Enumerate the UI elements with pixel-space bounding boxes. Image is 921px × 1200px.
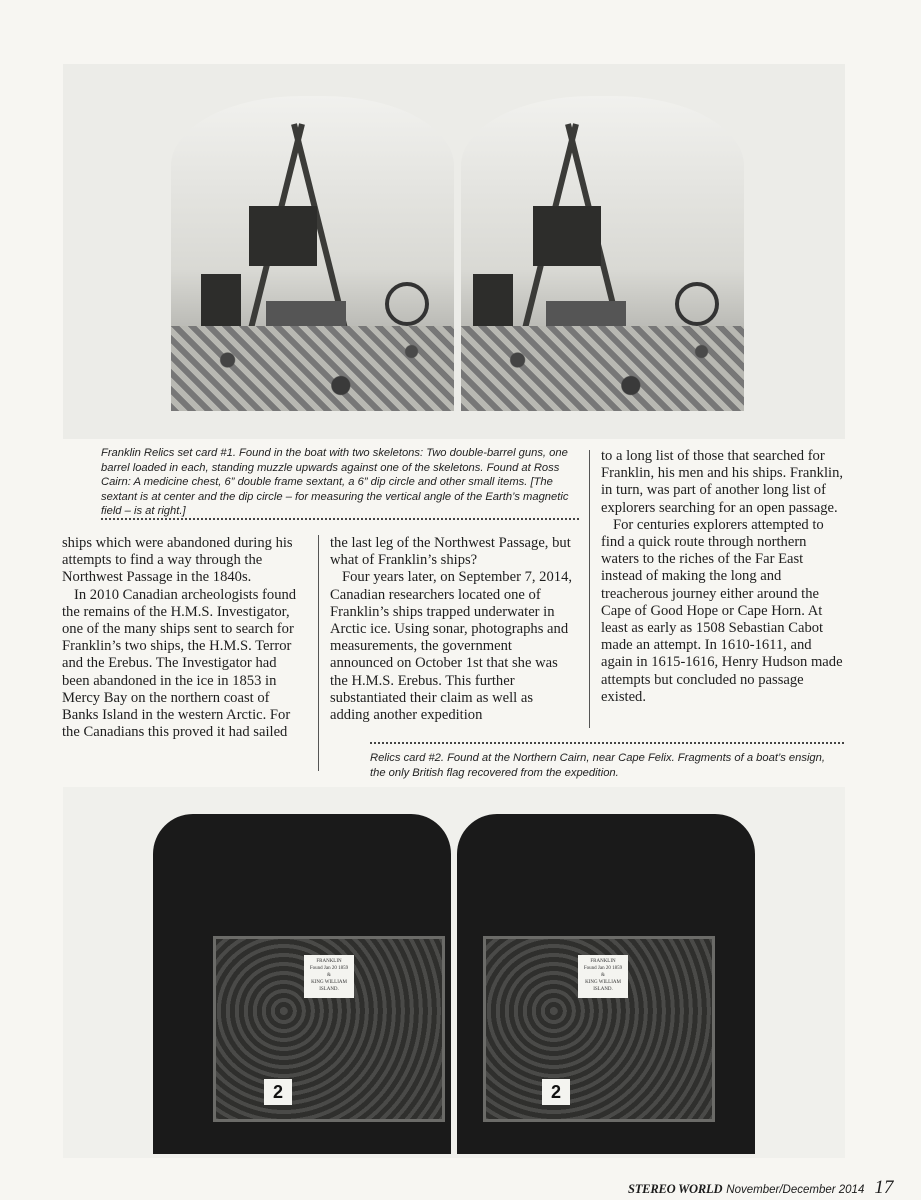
card-number-label: 2 bbox=[542, 1079, 570, 1105]
ensign-fragments-box bbox=[483, 936, 715, 1122]
stereo-left-image bbox=[171, 96, 454, 411]
article-column-3 bbox=[601, 448, 844, 706]
page-footer bbox=[628, 1177, 894, 1199]
card-number-label: 2 bbox=[264, 1079, 292, 1105]
column-rule bbox=[318, 535, 319, 771]
figure-2-caption: Relics card #2. Found at the Northern Cairn, near Cape Felix. Fragments of a boat’s ensign, the only British flag recovered from the expedition. bbox=[370, 752, 825, 779]
paragraph: Four years later, on September 7, 2014, Canadian researchers located one of Franklin’s ships trapped underwater in Arctic ice. Using sonar, photographs and measurements, the government announced on October 1st that she was the H.M.S. Erebus. This further substantiated their claim as well as adding another expedition bbox=[330, 569, 573, 724]
specimen-label: FRANKLIN Found Jan 20 1859 & KING WILLIAM ISLAND. bbox=[304, 955, 354, 998]
stereo-right-image bbox=[461, 96, 744, 411]
stereoview-photo-card-2 bbox=[63, 787, 845, 1158]
stereoview-photo-card-1 bbox=[63, 64, 845, 439]
stereo-left-image bbox=[153, 814, 451, 1154]
column-rule bbox=[589, 450, 590, 728]
article-column-1 bbox=[62, 535, 302, 741]
caption-divider bbox=[370, 742, 844, 744]
stereo-right-image bbox=[457, 814, 755, 1154]
specimen-label: FRANKLIN Found Jan 20 1859 & KING WILLIAM ISLAND. bbox=[578, 955, 628, 998]
ensign-fragments-box bbox=[213, 936, 445, 1122]
article-column-2 bbox=[330, 535, 575, 724]
paragraph: In 2010 Canadian archeologists found the remains of the H.M.S. Investigator, one of the many ships sent to search for Franklin’s two ships, the H.M.S. Terror and the Erebus. The Investigator had been abandoned in the ice in 1853 in Mercy Bay on the northern coast of Banks Island in the western Arctic. For the Canadians this proved it had sailed bbox=[62, 586, 297, 741]
paragraph: the last leg of the Northwest Passage, but what of Franklin’s ships? bbox=[330, 535, 571, 569]
issue-date: November/December 2014 bbox=[726, 1184, 865, 1196]
caption-divider bbox=[101, 518, 579, 520]
magazine-name: STEREO WORLD bbox=[628, 1182, 723, 1196]
page-number: 17 bbox=[874, 1177, 894, 1198]
paragraph: For centuries explorers attempted to find a quick route through northern waters to the riches of the Far East instead of making the long and treacherous journey either around the Cape of Good Hope or Cape Horn. At least as early as 1508 Sebastian Cabot made an attempt. In 1610-1611, and again in 1615-1616, Henry Hudson made attempts but concluded no passage existed. bbox=[601, 516, 843, 705]
figure-1-caption: Franklin Relics set card #1. Found in the boat with two skeletons: Two double-barrel guns, one barrel loaded in each, standing muzzle upwards against one of the skeletons. Found at Ross Cairn: A medicine chest, 6” double frame sextant, a 6” dip circle and other small items. [The sextant is at center and the dip circle – for measuring the vertical angle of the Earth’s magnetic field – is at right.] bbox=[101, 447, 569, 517]
paragraph: to a long list of those that searched for Franklin, his men and his ships. Franklin, in turn, was part of another long list of explorers searching for an open passage. bbox=[601, 448, 844, 516]
paragraph: ships which were abandoned during his attempts to find a way through the Northwest Passage in the 1840s. bbox=[62, 535, 293, 586]
